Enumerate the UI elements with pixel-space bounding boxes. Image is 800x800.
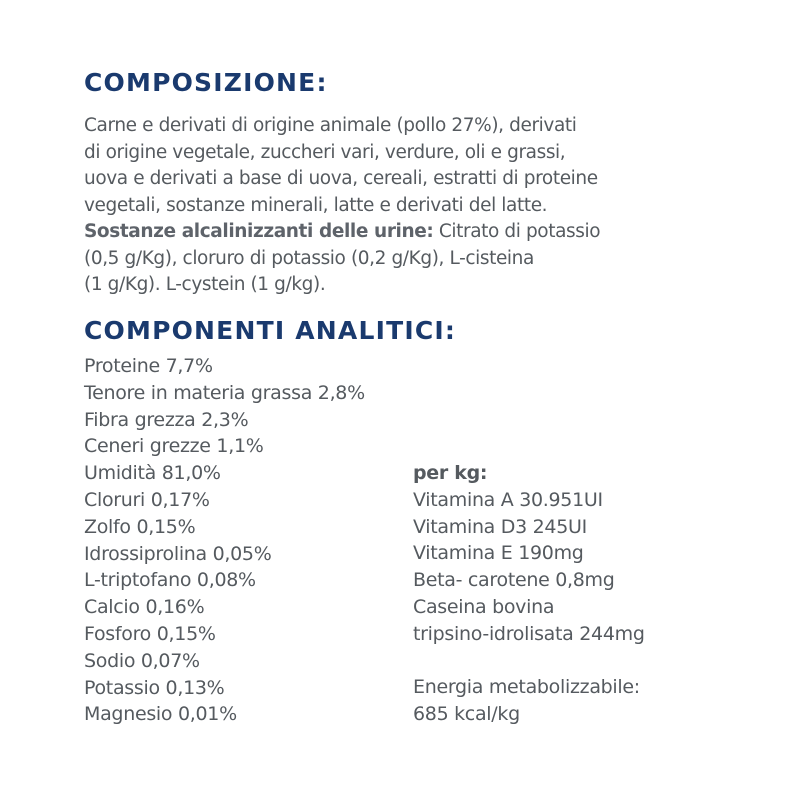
- vitamin-item: Vitamina A 30.951UI: [413, 488, 603, 511]
- additives-line: (0,5 g/Kg), cloruro di potassio (0,2 g/Kg), L-cisteina: [84, 247, 534, 269]
- analytical-heading: COMPONENTI ANALITICI:: [84, 316, 457, 345]
- energy-value: 685 kcal/kg: [413, 703, 520, 726]
- vitamin-item: Beta- carotene 0,8mg: [413, 569, 615, 592]
- additives-line: (1 g/Kg). L-cystein (1 g/kg).: [84, 274, 326, 295]
- analytical-item: Tenore in materia grassa 2,8%: [84, 381, 365, 404]
- additives-line: [84, 219, 774, 246]
- composition-line: Carne e derivati di origine animale (pollo 27%), derivati: [84, 115, 577, 136]
- composition-line: uova e derivati a base di uova, cereali, estratti di proteine: [84, 168, 598, 189]
- analytical-item: Magnesio 0,01%: [84, 703, 237, 726]
- composition-heading: COMPOSIZIONE:: [84, 68, 328, 97]
- analytical-item: Potassio 0,13%: [84, 676, 225, 699]
- analytical-item: Zolfo 0,15%: [84, 515, 196, 538]
- analytical-item: Calcio 0,16%: [84, 596, 205, 619]
- additives-text: Citrato di potassio: [433, 221, 601, 242]
- analytical-item: L-triptofano 0,08%: [84, 569, 256, 592]
- analytical-item: Ceneri grezze 1,1%: [84, 435, 264, 458]
- analytical-item: Fibra grezza 2,3%: [84, 408, 249, 431]
- analytical-item: Cloruri 0,17%: [84, 488, 210, 511]
- composition-text: [84, 113, 774, 299]
- analytical-item: Fosforo 0,15%: [84, 622, 216, 645]
- additives-per-kg-list: [413, 460, 645, 728]
- analytical-constituents-list: [84, 353, 365, 728]
- composition-line: di origine vegetale, zuccheri vari, verdure, oli e grassi,: [84, 141, 566, 163]
- analytical-item: Idrossiprolina 0,05%: [84, 542, 272, 565]
- vitamin-item: Caseina bovina: [413, 595, 555, 618]
- energy-label: Energia metabolizzabile:: [413, 676, 640, 699]
- analytical-item: Sodio 0,07%: [84, 649, 200, 672]
- per-kg-label: per kg:: [413, 462, 488, 484]
- vitamin-item: Vitamina D3 245UI: [413, 515, 587, 538]
- vitamin-item: tripsino-idrolisata 244mg: [413, 622, 645, 645]
- analytical-item: Proteine 7,7%: [84, 355, 213, 377]
- spacer: [413, 648, 645, 675]
- additives-label: Sostanze alcalinizzanti delle urine:: [84, 221, 434, 242]
- analytical-item: Umidità 81,0%: [84, 462, 221, 485]
- composition-line: vegetali, sostanze minerali, latte e derivati del latte.: [84, 194, 548, 216]
- vitamin-item: Vitamina E 190mg: [413, 542, 584, 565]
